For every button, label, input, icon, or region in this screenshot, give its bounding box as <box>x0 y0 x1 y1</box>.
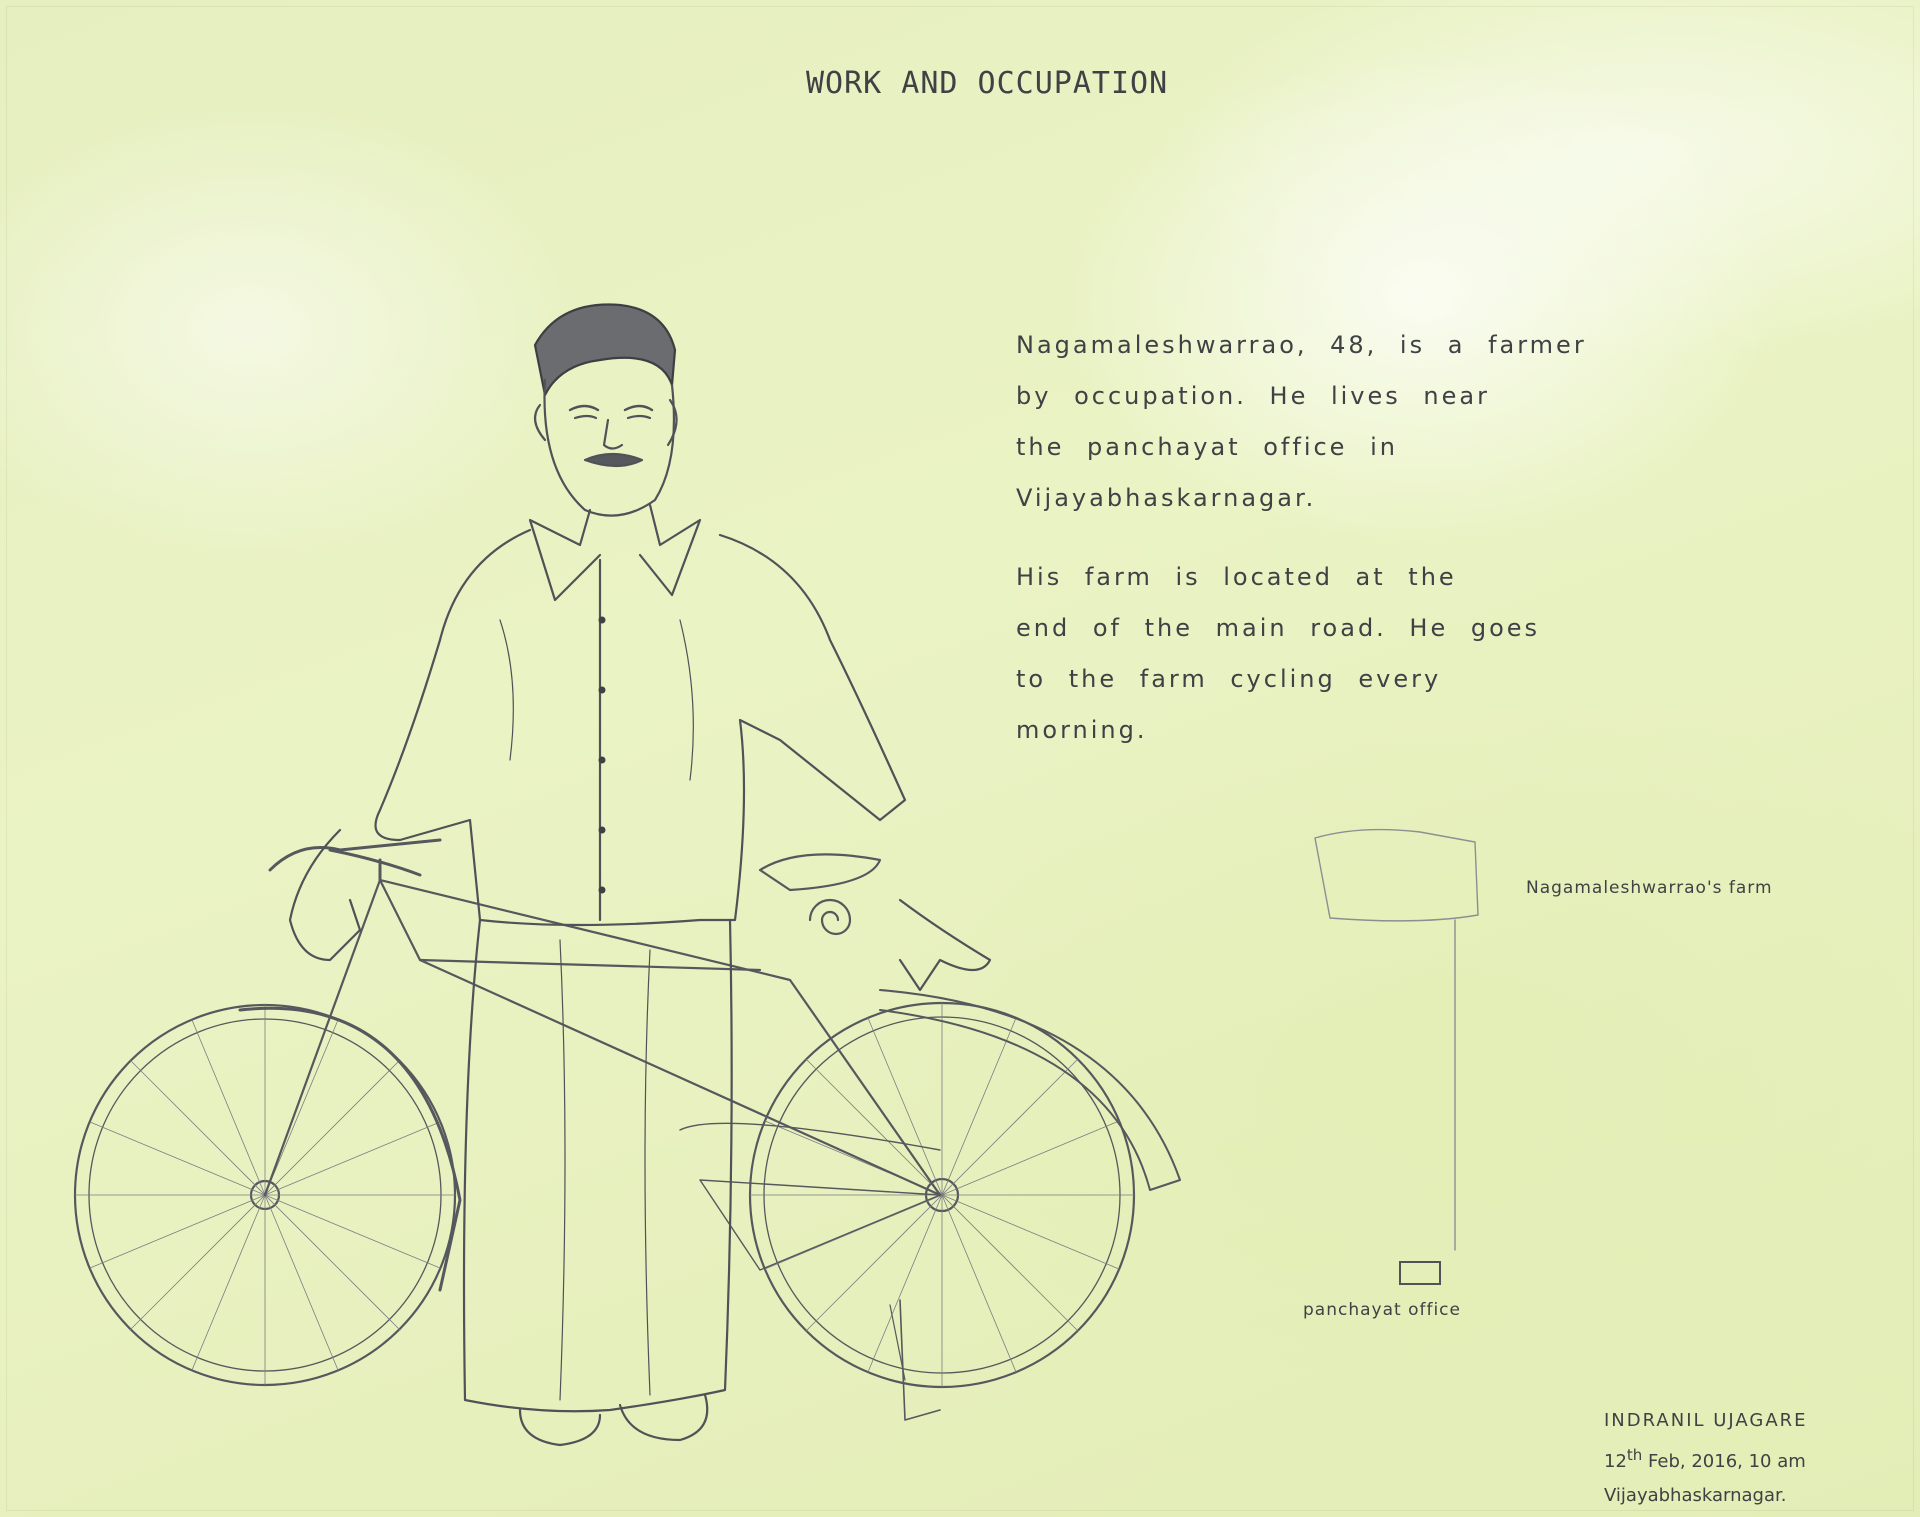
date-rest: Feb, 2016, 10 am <box>1642 1451 1806 1472</box>
artist-signature <box>1604 1404 1904 1513</box>
panchayat-office-marker <box>1400 1262 1440 1284</box>
description-paragraph-2: His farm is located at the end of the main road. He goes to the farm cycling every morning. <box>1016 563 1541 744</box>
panchayat-office-label: panchayat office <box>1303 1300 1461 1320</box>
sketch-date <box>1604 1438 1904 1479</box>
page-title: WORK AND OCCUPATION <box>806 66 1169 101</box>
date-ordinal: 12 <box>1604 1451 1627 1472</box>
description-paragraph-1: Nagamaleshwarrao, 48, is a farmer by occupation. He lives near the panchayat office in Vijayabhaskarnagar. <box>1016 331 1587 512</box>
farm-label: Nagamaleshwarrao's farm <box>1526 878 1773 898</box>
artist-name: INDRANIL UJAGARE <box>1604 1410 1808 1431</box>
sketch-place: Vijayabhaskarnagar. <box>1604 1485 1787 1506</box>
farm-outline <box>1315 830 1478 921</box>
date-suffix: th <box>1626 1446 1643 1464</box>
